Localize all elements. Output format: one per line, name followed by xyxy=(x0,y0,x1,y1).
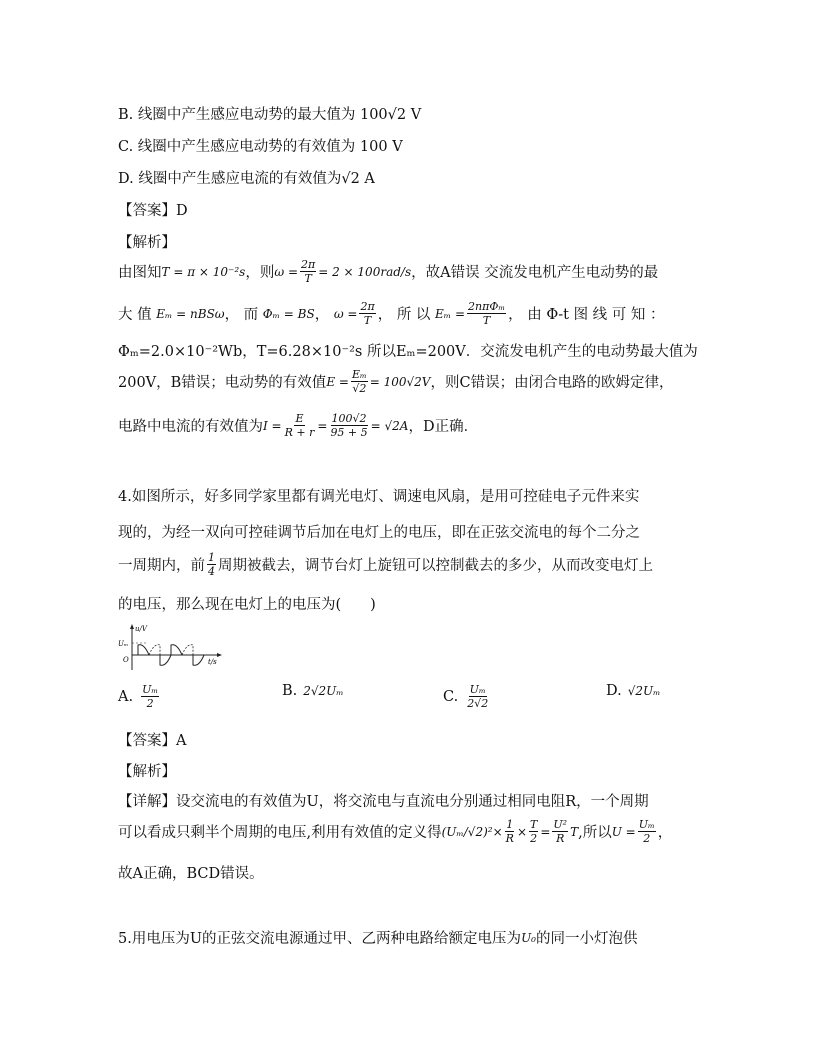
q4-detail-line-1: 【详解】设交流电的有效值为U，将交流电与直流电分别通过相同电阻R，一个周期 xyxy=(118,794,649,810)
um-label: Uₘ xyxy=(118,640,129,648)
x-axis-arrow xyxy=(217,653,222,657)
q4-stem-line-3: 一周期内，前 $\frac{1}{4}$ 周期被截去，调节台灯上旋钮可以控制截去的多少，从而改变电灯上 xyxy=(118,551,653,578)
fraction: $\frac{1}{R}$ xyxy=(505,818,514,845)
fraction: $\frac{\text{Uₘ}}{2√2}$ xyxy=(467,683,489,710)
origin-label: O xyxy=(123,656,129,664)
y-axis-arrow xyxy=(130,624,134,629)
q4-stem-line-4: 的电压，那么现在电灯上的电压为( ) xyxy=(118,597,376,613)
q3-analysis-line-3: Φₘ=2.0×10⁻²Wb，T=6.28×10⁻²s 所以Eₘ=200V．交流发电机产生的电动势最大值为 xyxy=(118,344,698,360)
q4-stem-line-2: 现的，为经一双向可控硅调节后加在电灯上的电压，即在正弦交流电的每个二分之 xyxy=(118,525,640,541)
wave-segment xyxy=(138,645,149,655)
q4-option-d: D. √2Uₘ xyxy=(606,683,661,699)
option-c: C. 线圈中产生感应电动势的有效值为 100 V xyxy=(118,139,403,155)
q4-answer: 【答案】A xyxy=(118,733,187,749)
option-b: B. 线圈中产生感应电动势的最大值为 100√2 V xyxy=(118,107,422,123)
q3-analysis-label: 【解析】 xyxy=(118,235,176,251)
wave-segment xyxy=(149,645,160,655)
q3-answer: 【答案】D xyxy=(118,203,188,219)
q4-analysis-label: 【解析】 xyxy=(118,764,176,780)
option-d: D. 线圈中产生感应电流的有效值为√2 A xyxy=(118,171,375,187)
fraction: $\frac{1}{4}$ xyxy=(208,551,215,578)
q4-detail-line-2: 可以看成只剩半个周期的电压,利用有效值的定义得 (Uₘ/√2)²× $\frac{1}{R}$ × $\frac{T}{2}$ = $\frac{\text{U²}}{R}$ T ,所以 U = $\frac{\text{Uₘ}}{2}$ ， xyxy=(118,818,673,845)
wave-segment xyxy=(171,645,182,655)
q4-detail-line-3: 故A正确，BCD错误。 xyxy=(118,866,264,882)
q4-stem-line-1: 4.如图所示，好多同学家里都有调光电灯、调速电风扇，是用可控硅电子元件来实 xyxy=(118,489,640,505)
fraction: $\frac{\text{U²}}{R}$ xyxy=(553,818,568,845)
waveform-graph xyxy=(116,622,226,672)
q3-analysis-line-5: 电路中电流的有效值为 I = $\frac{E}{R + r}$ = $\frac{100√2}{95 + 5}$ = √2A ，D正确． xyxy=(118,412,479,439)
q3-analysis-line-4: 200V，B错误；电动势的有效值 E = $\frac{\text{Eₘ}}{√2}$ = 100√2V ，则C错误；由闭合电路的欧姆定律， xyxy=(118,368,674,395)
q3-analysis-line-1: 由图知 T = π × 10⁻²s ，则 ω = $\frac{2\pi}{T}$ = 2 × 100rad/s ，故A错误 交流发电机产生电动势的最 xyxy=(118,258,659,285)
y-axis-label: u/V xyxy=(135,625,147,633)
q3-analysis-line-2: 大 值 Eₘ = nBSω ， 而 Φₘ = BS ， ω = $\frac{2\pi}{T}$ ， 所 以 Eₘ = $\frac{\text{2nπΦₘ}}{T}$ ， 由 Φ-t 图 线 可 知 ： xyxy=(118,300,665,327)
fraction: $\frac{\text{Uₘ}}{2}$ xyxy=(638,818,655,845)
fraction: $\frac{2\pi}{T}$ xyxy=(301,258,316,285)
fraction: $\frac{\text{Uₘ}}{2}$ xyxy=(142,683,159,710)
q5-stem-line-1: 5.用电压为U的正弦交流电源通过甲、乙两种电路给额定电压为 U₀ 的同一小灯泡供 xyxy=(118,930,638,947)
fraction: $\frac{100√2}{95 + 5}$ xyxy=(330,412,368,439)
fraction: $\frac{E}{R + r}$ xyxy=(284,412,315,439)
x-axis-label: t/s xyxy=(208,658,217,666)
wave-segment xyxy=(160,655,171,665)
fraction: $\frac{T}{2}$ xyxy=(530,818,538,845)
q4-option-b: B. 2√2Uₘ xyxy=(282,683,344,699)
fraction: $\frac{2\pi}{T}$ xyxy=(360,300,375,327)
q4-option-a: A. $\frac{\text{Uₘ}}{2}$ xyxy=(118,683,159,710)
fraction: $\frac{\text{Eₘ}}{√2}$ xyxy=(351,368,367,395)
q4-option-c: C. $\frac{\text{Uₘ}}{2√2}$ xyxy=(443,683,489,710)
wave-segment xyxy=(193,655,204,665)
wave-segment xyxy=(182,645,193,655)
fraction: $\frac{\text{2nπΦₘ}}{T}$ xyxy=(468,300,506,327)
